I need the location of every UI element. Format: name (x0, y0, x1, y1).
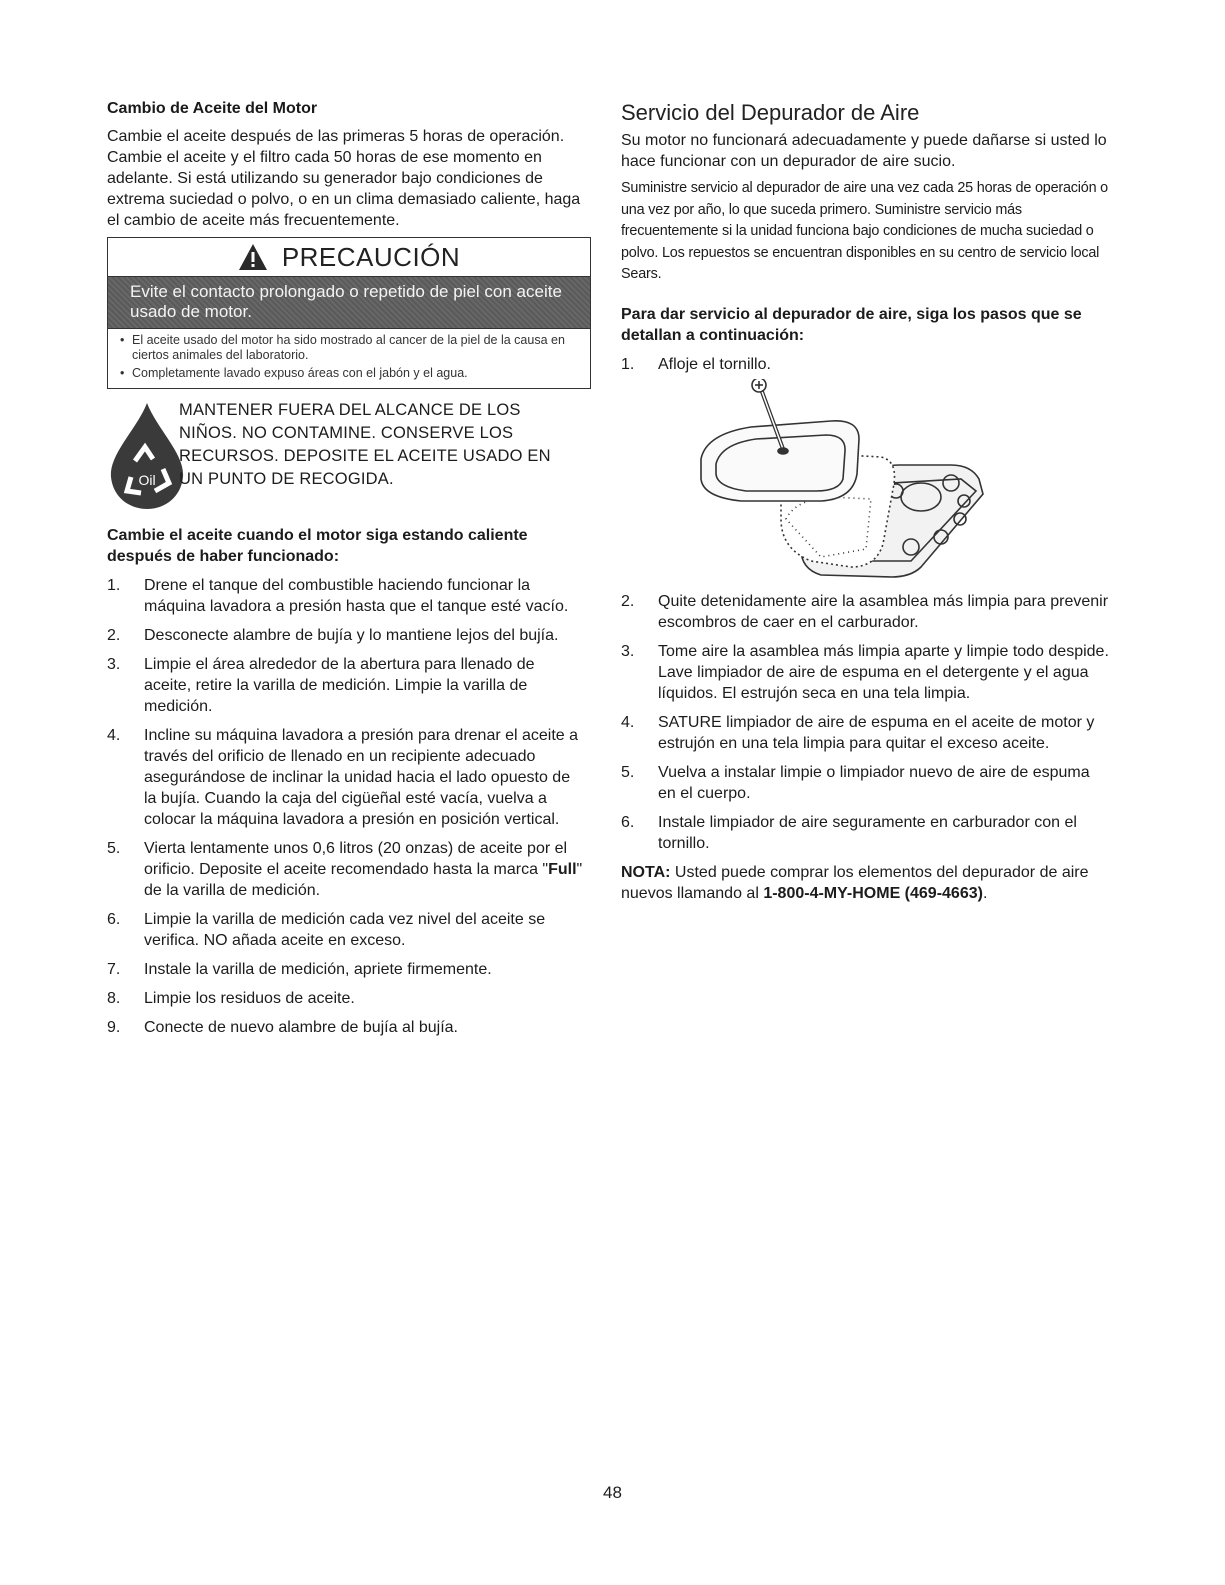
caution-bullets (108, 329, 590, 388)
step-number: 1. (107, 577, 121, 594)
caution-warning-bar: Evite el contacto prolongado o repetido de piel con aceite usado de motor. (108, 277, 590, 329)
step-text: Desconecte alambre de bujía y lo mantiene lejos del bujía. (144, 627, 559, 644)
list-item (107, 959, 585, 980)
oil-steps-heading: Cambie el aceite cuando el motor siga estando caliente después de haber funcionado: (107, 527, 528, 565)
list-item (107, 1017, 585, 1038)
step-number: 3. (621, 642, 635, 660)
step-number: 7. (107, 961, 121, 978)
note-paragraph (621, 862, 1111, 904)
caution-header (108, 238, 590, 277)
caution-title: PRECAUCIÓN (281, 241, 461, 272)
recycle-text: MANTENER FUERA DEL ALCANCE DE LOS NIÑOS. NO CONTAMINE. CONSERVE LOS RECURSOS. DEPOSITE EL ACEITE USADO EN UN PUNTO DE RECOGIDA. (179, 401, 551, 488)
list-item (107, 725, 585, 830)
note-label: NOTA: (621, 863, 671, 881)
step-number: 6. (621, 813, 635, 831)
step-number: 1. (621, 355, 635, 373)
step-number: 9. (107, 1019, 121, 1036)
step-text: Drene el tanque del combustible haciendo funcionar la máquina lavadora a presión hasta que el tanque esté vacío. (144, 577, 569, 615)
step-text: Limpie la varilla de medición cada vez nivel del aceite se verifica. NO añada aceite en exceso. (144, 911, 546, 949)
step-text: Limpie el área alrededor de la abertura para llenado de aceite, retire la varilla de medición. Limpie la varilla de medición. (144, 656, 535, 715)
step-text: Incline su máquina lavadora a presión para drenar el aceite a través del orificio de llenado en un recipiente adecuado asegurándose de inclinar la unidad hacia el lado opuesto de la bujía. Cuando la caja del cigüeñal esté vacía, vuelva a colocar la máquina lavadora a presión en posición vertical. (144, 727, 579, 828)
step-number: 6. (107, 911, 121, 928)
page-number: 48 (603, 1483, 622, 1502)
list-item (107, 909, 585, 951)
step-text: Afloje el tornillo. (658, 355, 771, 373)
list-item (107, 654, 585, 717)
step-number: 5. (107, 840, 121, 857)
note-end: . (982, 884, 988, 902)
step-text: Limpie los residuos de aceite. (144, 990, 355, 1007)
step-number: 2. (621, 592, 635, 610)
step-text: SATURE limpiador de aire de espuma en el aceite de motor y estrujón en una tela limpia para quitar el exceso aceite. (658, 713, 1095, 752)
air-cleaner-assembly-illustration (621, 379, 1111, 579)
list-item (621, 591, 1111, 633)
list-item (621, 354, 1111, 375)
list-item (621, 712, 1111, 754)
step-text: Vierta lentamente unos 0,6 litros (20 onzas) de aceite por el orificio. Deposite el aceite recomendado hasta la marca " (144, 840, 568, 878)
recycle-notice (107, 399, 585, 509)
step-number: 3. (107, 656, 121, 673)
oil-change-heading: Cambio de Aceite del Motor (107, 100, 318, 117)
air-cleaner-service-interval: Suministre servicio al depurador de aire una vez cada 25 horas de operación o una vez por año, lo que suceda primero. Suministre servicio más frecuentemente si la unidad funciona bajo condiciones de mucha suciedad o polvo. Los repuestos se encuentran disponibles en su centro de servicio local Sears. (621, 180, 1108, 282)
list-item (621, 641, 1111, 704)
oil-change-intro: Cambie el aceite después de las primeras 5 horas de operación. Cambie el aceite y el filtro cada 50 horas de ese momento en adelante. Si está utilizando su generador bajo condiciones de extrema suciedad o polvo, o en un clima demasiado caliente, haga el cambio de aceite más frecuentemente. (107, 128, 581, 229)
list-item (621, 812, 1111, 854)
step-text: Tome aire la asamblea más limpia aparte y limpie todo despide. Lave limpiador de aire de espuma en el detergente y el agua líquidos. El estrujón seca en una tela limpia. (658, 642, 1109, 702)
air-steps-list (621, 591, 1111, 854)
oil-icon-label: Oil (138, 472, 156, 488)
step-text: Vuelva a instalar limpie o limpiador nuevo de aire de espuma en el cuerpo. (658, 763, 1090, 802)
air-cleaner-figure (621, 379, 1111, 579)
list-item (621, 762, 1111, 804)
caution-bullet: • El aceite usado del motor ha sido mostrado al cancer de la piel de la causa en ciertos animales del laboratorio. (120, 333, 582, 363)
list-item (107, 575, 585, 617)
step-number: 8. (107, 990, 121, 1007)
step-text: Instale la varilla de medición, apriete firmemente. (144, 961, 492, 978)
phone-number: 1-800-4-MY-HOME (469-4663) (763, 884, 983, 902)
list-item (107, 625, 585, 646)
step-number: 4. (107, 727, 121, 744)
step-number: 5. (621, 763, 635, 781)
step-number: 4. (621, 713, 635, 731)
step-text: " de la varilla de medición. (144, 861, 583, 899)
full-mark-text: Full (548, 861, 577, 878)
step-text: Conecte de nuevo alambre de bujía al bujía. (144, 1019, 458, 1036)
list-item (107, 838, 585, 901)
caution-box (107, 237, 591, 389)
step-number: 2. (107, 627, 121, 644)
oil-steps-list (107, 575, 585, 1038)
step-text: Instale limpiador de aire seguramente en carburador con el tornillo. (658, 813, 1077, 852)
warning-triangle-icon (238, 243, 268, 271)
air-step1-list (621, 354, 1111, 375)
air-steps-heading: Para dar servicio al depurador de aire, siga los pasos que se detallan a continuación: (621, 305, 1082, 344)
right-column (621, 100, 1111, 904)
air-cleaner-intro: Su motor no funcionará adecuadamente y puede dañarse si usted lo hace funcionar con un depurador de aire sucio. (621, 132, 1107, 170)
air-cleaner-heading: Servicio del Depurador de Aire (621, 100, 920, 125)
caution-bullet: • Completamente lavado expuso áreas con el jabón y el agua. (120, 366, 582, 381)
list-item (107, 988, 585, 1009)
step-text: Quite detenidamente aire la asamblea más limpia para prevenir escombros de caer en el carburador. (658, 592, 1109, 631)
left-column (107, 100, 585, 1046)
oil-recycle-icon (107, 399, 187, 511)
note-text: Usted puede comprar los elementos del depurador de aire nuevos llamando al (621, 863, 1089, 902)
